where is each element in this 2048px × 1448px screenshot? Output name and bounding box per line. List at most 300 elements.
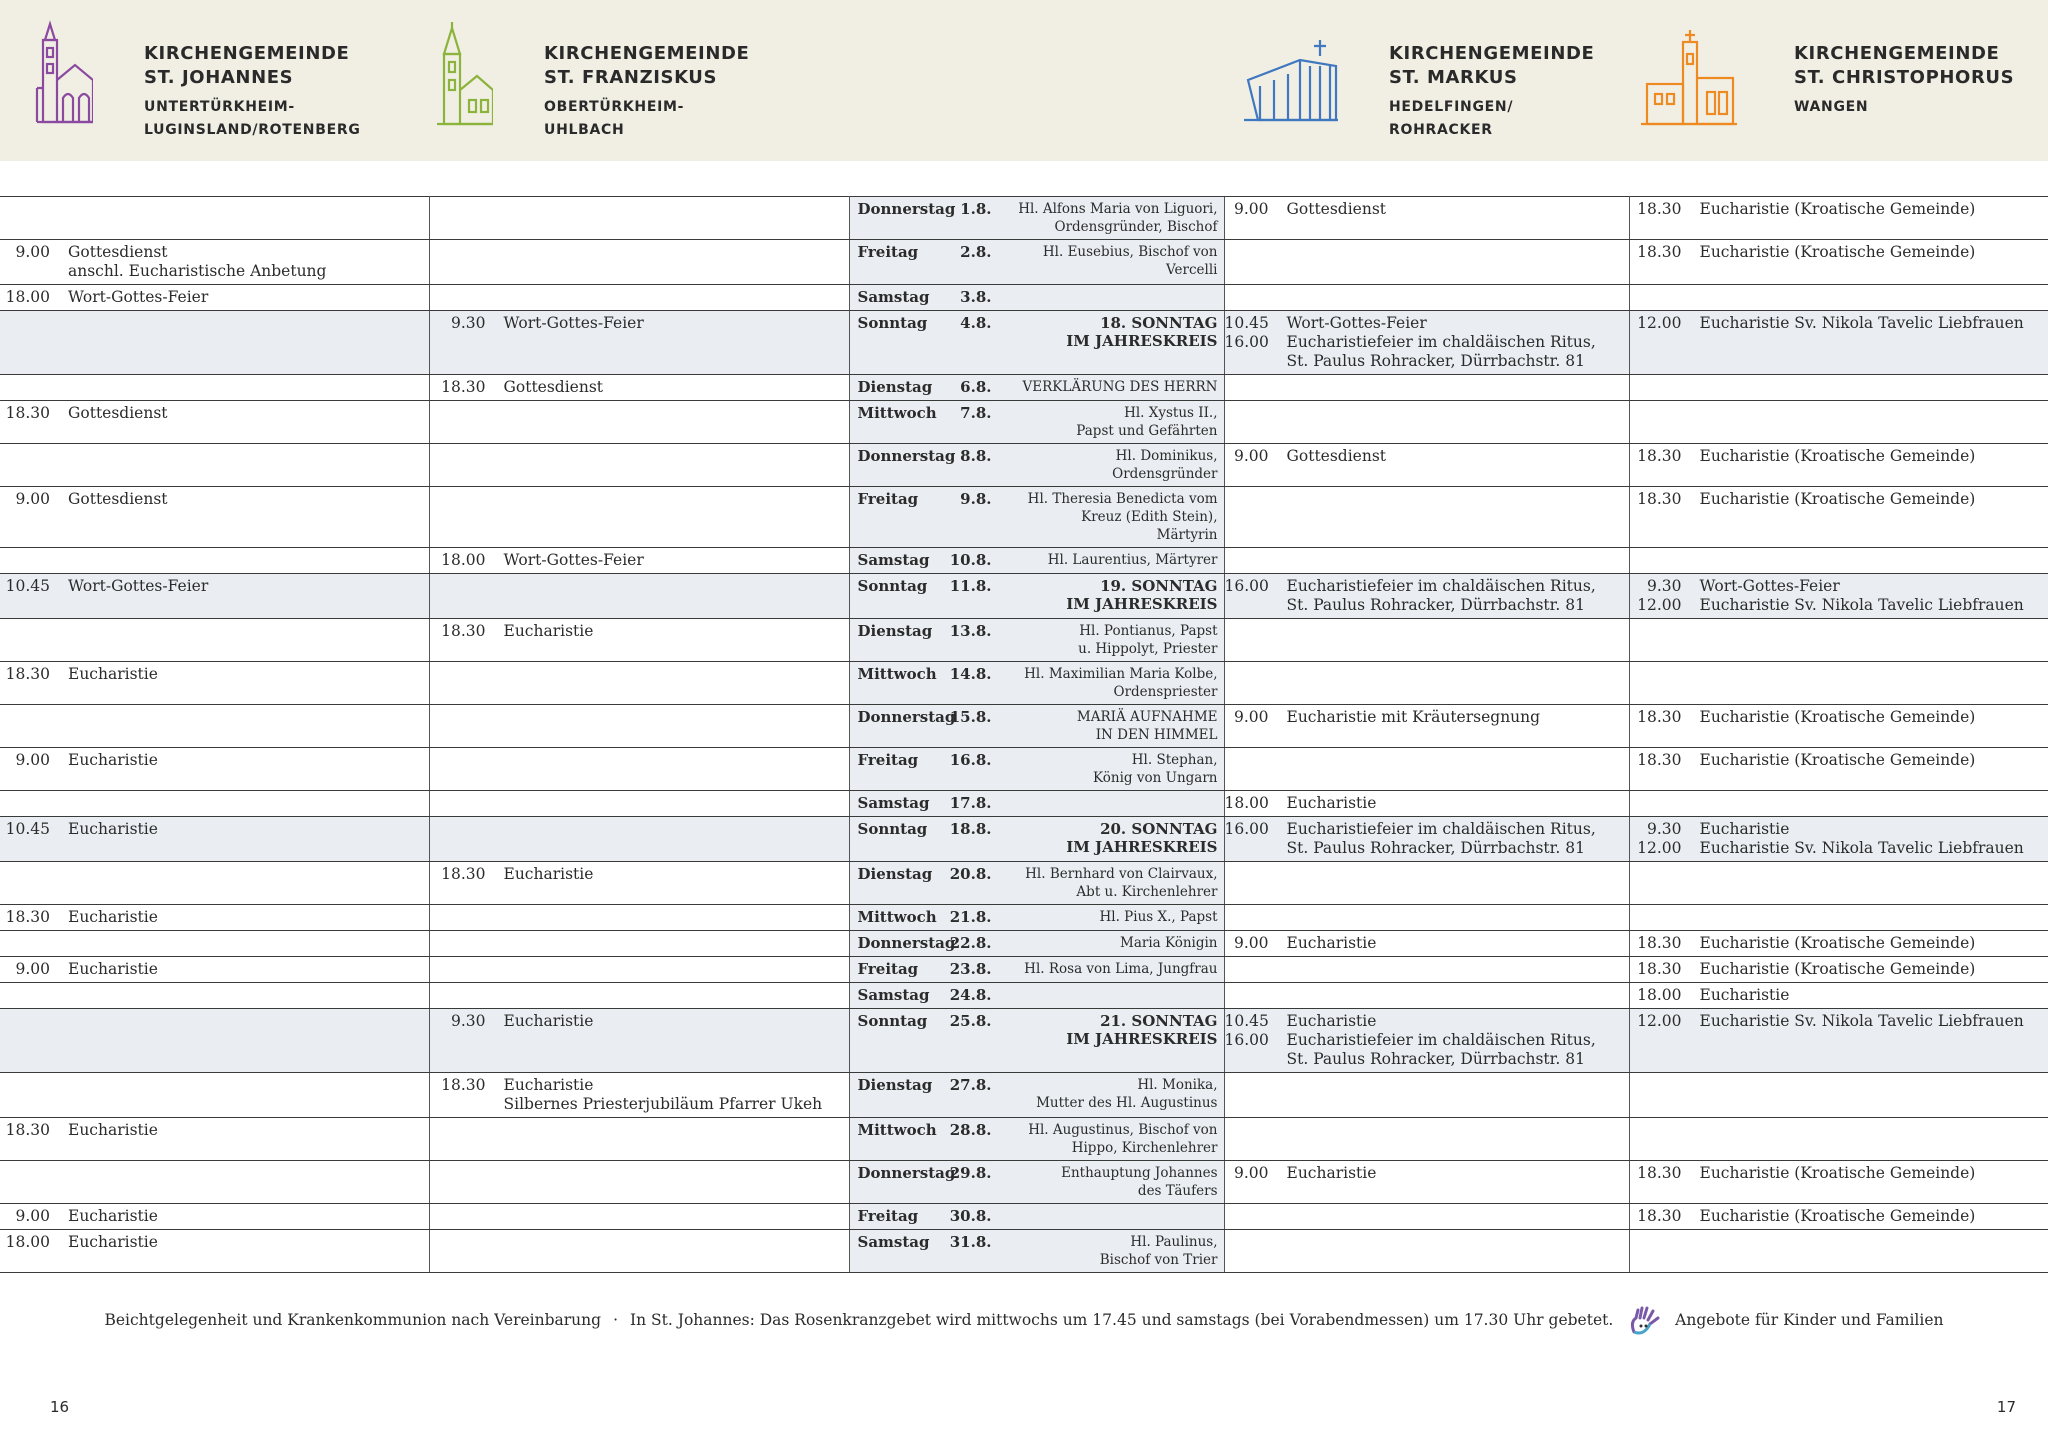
parish-title: KIRCHENGEMEINDE <box>1389 43 1595 64</box>
service-entry <box>0 288 423 307</box>
st-christophorus-cell <box>1629 1204 2048 1230</box>
service-time: 18.30 <box>5 1121 50 1139</box>
st-markus-cell <box>1224 1204 1629 1230</box>
st-franziskus-cell <box>429 240 849 285</box>
st-franziskus-cell <box>429 817 849 862</box>
service-description: Eucharistie <box>503 1012 594 1030</box>
st-johannes-cell <box>0 1230 429 1273</box>
st-johannes-cell <box>0 444 429 487</box>
service-description: Eucharistie Sv. Nikola Tavelic Liebfrauen <box>1699 1012 2024 1030</box>
service-time: 18.30 <box>1637 1164 1682 1182</box>
st-johannes-cell <box>0 748 429 791</box>
date: 2.8. <box>960 243 992 261</box>
day-cell <box>849 1161 1224 1204</box>
service-description: Eucharistiefeier im chaldäischen Ritus, St. Paulus Rohracker, Dürrbachstr. 81 <box>1286 333 1596 370</box>
service-description: Eucharistie <box>68 1121 158 1139</box>
weekday: Donnerstag <box>857 708 956 726</box>
table-row <box>0 983 2048 1009</box>
st-johannes-cell <box>0 817 429 862</box>
st-christophorus-cell <box>1629 1009 2048 1073</box>
st-christophorus-cell <box>1629 548 2048 574</box>
service-time: 18.30 <box>441 1076 486 1094</box>
st-christophorus-cell <box>1629 862 2048 905</box>
service-description: Eucharistie Sv. Nikola Tavelic Liebfrauen <box>1699 314 2024 332</box>
header-band <box>0 0 2048 161</box>
service-entry <box>1630 839 2043 858</box>
service-entry <box>430 378 843 397</box>
st-johannes-cell <box>0 791 429 817</box>
weekday: Samstag <box>857 288 930 306</box>
service-time: 18.30 <box>5 665 50 683</box>
service-entry <box>430 551 843 570</box>
st-markus-cell <box>1224 401 1629 444</box>
st-christophorus-cell <box>1629 791 2048 817</box>
day-info <box>850 1233 1218 1269</box>
service-time: 10.45 <box>1224 314 1269 332</box>
service-description: Eucharistie <box>68 665 158 683</box>
weekday: Mittwoch <box>857 665 937 683</box>
service-entry <box>0 751 423 770</box>
date: 7.8. <box>960 404 992 422</box>
st-christophorus-cell <box>1629 748 2048 791</box>
day-info <box>850 986 1218 1005</box>
day-cell <box>849 1230 1224 1273</box>
liturgical-feast: Hl. Monika, Mutter des Hl. Augustinus <box>1036 1077 1218 1111</box>
st-markus-cell <box>1224 619 1629 662</box>
st-markus-cell <box>1224 487 1629 548</box>
day-info <box>850 1121 1218 1157</box>
date: 8.8. <box>960 447 992 465</box>
weekday: Donnerstag <box>857 447 956 465</box>
table-row <box>0 862 2048 905</box>
st-franziskus-cell <box>429 574 849 619</box>
date: 18.8. <box>949 820 992 838</box>
table-row <box>0 619 2048 662</box>
st-markus-cell <box>1224 748 1629 791</box>
service-entry <box>1225 708 1623 727</box>
st-christophorus-cell <box>1629 444 2048 487</box>
service-entry <box>0 960 423 979</box>
service-description: Eucharistie (Kroatische Gemeinde) <box>1699 447 1976 465</box>
st-markus-cell <box>1224 983 1629 1009</box>
date: 10.8. <box>949 551 992 569</box>
table-row <box>0 1161 2048 1204</box>
service-time: 9.00 <box>1233 1164 1269 1182</box>
service-description: Wort-Gottes-Feier <box>1286 314 1427 332</box>
service-time: 10.45 <box>5 577 50 595</box>
date: 6.8. <box>960 378 992 396</box>
st-johannes-cell <box>0 285 429 311</box>
day-cell <box>849 817 1224 862</box>
service-description: Eucharistie <box>1699 986 1790 1004</box>
weekday: Freitag <box>857 1207 919 1225</box>
day-cell <box>849 791 1224 817</box>
st-christophorus-cell <box>1629 487 2048 548</box>
service-description: Eucharistie <box>68 820 158 838</box>
day-info <box>850 378 1218 397</box>
liturgical-feast: Hl. Eusebius, Bischof von Vercelli <box>1042 244 1218 278</box>
st-franziskus-cell <box>429 1073 849 1118</box>
service-entry <box>1630 243 2043 262</box>
service-time: 18.00 <box>5 1233 50 1251</box>
st-christophorus-cell <box>1629 1230 2048 1273</box>
day-info <box>850 577 1218 613</box>
st-johannes-cell <box>0 197 429 240</box>
church-icon <box>435 20 493 138</box>
service-entry <box>1225 447 1623 466</box>
day-cell <box>849 905 1224 931</box>
date: 29.8. <box>949 1164 992 1182</box>
service-time: 9.30 <box>450 314 486 332</box>
st-christophorus-cell <box>1629 1118 2048 1161</box>
liturgical-feast: Hl. Xystus II., Papst und Gefährten <box>1076 405 1218 439</box>
service-description: Wort-Gottes-Feier <box>1699 577 1840 595</box>
table-row <box>0 401 2048 444</box>
service-description: Gottesdienst <box>1286 447 1387 465</box>
st-markus-cell <box>1224 931 1629 957</box>
service-time: 9.30 <box>1646 820 1682 838</box>
weekday: Sonntag <box>857 820 928 838</box>
parish-district: UNTERTÜRKHEIM- LUGINSLAND/ROTENBERG <box>144 99 361 138</box>
table-row <box>0 791 2048 817</box>
day-cell <box>849 197 1224 240</box>
day-cell <box>849 240 1224 285</box>
st-christophorus-cell <box>1629 957 2048 983</box>
day-cell <box>849 705 1224 748</box>
liturgical-feast: Hl. Alfons Maria von Liguori, Ordensgründer, Bischof <box>1018 201 1218 235</box>
service-description: Eucharistie <box>1699 820 1790 838</box>
liturgical-feast: 20. SONNTAG IM JAHRESKREIS <box>1066 820 1218 856</box>
service-time: 18.00 <box>5 288 50 306</box>
weekday: Samstag <box>857 1233 930 1251</box>
st-johannes-cell <box>0 957 429 983</box>
st-franziskus-cell <box>429 983 849 1009</box>
st-christophorus-cell <box>1629 705 2048 748</box>
day-info <box>850 404 1218 440</box>
day-cell <box>849 487 1224 548</box>
st-franziskus-cell <box>429 401 849 444</box>
date: 3.8. <box>960 288 992 306</box>
st-markus-cell <box>1224 1073 1629 1118</box>
service-time: 16.00 <box>1224 820 1269 838</box>
service-description: Wort-Gottes-Feier <box>503 551 644 569</box>
date: 25.8. <box>949 1012 992 1030</box>
liturgical-feast: Hl. Bernhard von Clairvaux, Abt u. Kirchenlehrer <box>1025 866 1218 900</box>
table-row <box>0 1118 2048 1161</box>
day-info <box>850 665 1218 701</box>
rosary-note: In St. Johannes: Das Rosenkranzgebet wird mittwochs um 17.45 und samstags (bei Vorabendmessen) um 17.30 Uhr gebetet. <box>630 1311 1614 1329</box>
service-time: 18.30 <box>5 908 50 926</box>
date: 9.8. <box>960 490 992 508</box>
service-description: Eucharistie <box>1286 1164 1377 1182</box>
service-entry <box>0 1207 423 1226</box>
st-franziskus-cell <box>429 619 849 662</box>
day-info <box>850 1012 1218 1048</box>
st-markus-cell <box>1224 240 1629 285</box>
day-cell <box>849 957 1224 983</box>
st-markus-cell <box>1224 1230 1629 1273</box>
service-entry <box>1225 794 1623 813</box>
service-entry <box>430 1012 843 1031</box>
service-description: Eucharistie <box>503 622 594 640</box>
service-time: 18.30 <box>1637 200 1682 218</box>
st-markus-cell <box>1224 705 1629 748</box>
weekday: Donnerstag <box>857 200 956 218</box>
liturgical-feast: Enthauptung Johannes des Täufers <box>1061 1165 1218 1199</box>
st-christophorus-cell <box>1629 240 2048 285</box>
service-time: 18.30 <box>441 622 486 640</box>
st-markus-cell <box>1224 1161 1629 1204</box>
st-christophorus-cell <box>1629 1073 2048 1118</box>
liturgical-feast: MARIÄ AUFNAHME IN DEN HIMMEL <box>1076 709 1218 743</box>
day-cell <box>849 1204 1224 1230</box>
service-entry <box>1630 751 2043 770</box>
date: 23.8. <box>949 960 992 978</box>
service-entry <box>1225 820 1623 858</box>
service-description: Eucharistie <box>1286 934 1377 952</box>
st-johannes-cell <box>0 548 429 574</box>
service-entry <box>430 1076 843 1114</box>
st-johannes-cell <box>0 401 429 444</box>
st-franziskus-cell <box>429 375 849 401</box>
st-franziskus-cell <box>429 1230 849 1273</box>
parish-title: KIRCHENGEMEINDE <box>544 43 750 64</box>
service-entry <box>0 820 423 839</box>
service-description: Gottesdienst <box>503 378 604 396</box>
st-christophorus-cell <box>1629 197 2048 240</box>
service-description: Eucharistie (Kroatische Gemeinde) <box>1699 1207 1976 1225</box>
day-info <box>850 708 1218 744</box>
st-johannes-cell <box>0 983 429 1009</box>
table-row <box>0 1204 2048 1230</box>
service-time: 16.00 <box>1224 1031 1269 1049</box>
service-entry <box>0 490 423 509</box>
st-franziskus-cell <box>429 862 849 905</box>
st-franziskus-cell <box>429 285 849 311</box>
service-time: 12.00 <box>1637 839 1682 857</box>
st-markus-cell <box>1224 574 1629 619</box>
service-entry <box>1630 1164 2043 1183</box>
day-cell <box>849 1073 1224 1118</box>
service-entry <box>0 665 423 684</box>
service-description: Eucharistie (Kroatische Gemeinde) <box>1699 960 1976 978</box>
st-franziskus-cell <box>429 705 849 748</box>
service-entry <box>1630 1207 2043 1226</box>
table-row <box>0 240 2048 285</box>
st-franziskus-cell <box>429 931 849 957</box>
service-time: 10.45 <box>1224 1012 1269 1030</box>
liturgical-feast: Hl. Laurentius, Märtyrer <box>1047 552 1218 568</box>
st-johannes-cell <box>0 375 429 401</box>
service-time: 9.00 <box>1233 708 1269 726</box>
weekday: Dienstag <box>857 622 933 640</box>
day-info <box>850 490 1218 544</box>
liturgical-feast: 21. SONNTAG IM JAHRESKREIS <box>1066 1012 1218 1048</box>
service-time: 9.30 <box>1646 577 1682 595</box>
day-info <box>850 794 1218 813</box>
day-cell <box>849 1118 1224 1161</box>
service-description: Eucharistie (Kroatische Gemeinde) <box>1699 243 1976 261</box>
service-description: Wort-Gottes-Feier <box>503 314 644 332</box>
st-johannes-cell <box>0 574 429 619</box>
service-time: 18.30 <box>1637 447 1682 465</box>
st-franziskus-cell <box>429 957 849 983</box>
service-entry <box>1225 314 1623 333</box>
service-time: 18.00 <box>1637 986 1682 1004</box>
date: 15.8. <box>949 708 992 726</box>
st-franziskus-cell <box>429 487 849 548</box>
service-time: 18.30 <box>441 378 486 396</box>
st-johannes-cell <box>0 487 429 548</box>
date: 11.8. <box>949 577 992 595</box>
liturgical-feast: VERKLÄRUNG DES HERRN <box>1022 379 1218 395</box>
st-christophorus-cell <box>1629 574 2048 619</box>
day-info <box>850 820 1218 856</box>
table-row <box>0 285 2048 311</box>
day-cell <box>849 662 1224 705</box>
st-johannes-cell <box>0 1161 429 1204</box>
liturgical-feast: Hl. Dominikus, Ordensgründer <box>1112 448 1218 482</box>
service-entry <box>0 908 423 927</box>
service-description: Eucharistie Silbernes Priesterjubiläum Pfarrer Ukeh <box>503 1076 823 1113</box>
weekday: Samstag <box>857 986 930 1004</box>
service-description: Eucharistiefeier im chaldäischen Ritus, St. Paulus Rohracker, Dürrbachstr. 81 <box>1286 820 1596 857</box>
service-schedule-table <box>0 196 2048 1273</box>
st-franziskus-cell <box>429 1161 849 1204</box>
st-christophorus-cell <box>1629 401 2048 444</box>
liturgical-feast: 19. SONNTAG IM JAHRESKREIS <box>1066 577 1218 613</box>
st-johannes-cell <box>0 931 429 957</box>
liturgical-feast: Maria Königin <box>1120 935 1218 951</box>
st-franziskus-cell <box>429 662 849 705</box>
st-christophorus-cell <box>1629 311 2048 375</box>
liturgical-feast: Hl. Maximilian Maria Kolbe, Ordenspriester <box>1024 666 1218 700</box>
day-cell <box>849 285 1224 311</box>
service-description: Wort-Gottes-Feier <box>68 288 209 306</box>
st-johannes-cell <box>0 1118 429 1161</box>
st-johannes-cell <box>0 905 429 931</box>
church-icon <box>1240 20 1340 138</box>
st-markus-cell <box>1224 1009 1629 1073</box>
date: 1.8. <box>960 200 992 218</box>
st-markus-cell <box>1224 375 1629 401</box>
weekday: Freitag <box>857 960 919 978</box>
table-row <box>0 957 2048 983</box>
st-christophorus-cell <box>1629 285 2048 311</box>
weekday: Donnerstag <box>857 1164 956 1182</box>
service-entry <box>1630 1012 2043 1031</box>
service-entry <box>0 1233 423 1252</box>
service-entry <box>1630 577 2043 596</box>
st-markus-cell <box>1224 791 1629 817</box>
page-number-right: 17 <box>1996 1398 2016 1416</box>
service-description: Eucharistie mit Kräutersegnung <box>1286 708 1541 726</box>
service-entry <box>1225 1012 1623 1031</box>
service-entry <box>1225 577 1623 615</box>
service-description: Eucharistie <box>503 865 594 883</box>
day-cell <box>849 401 1224 444</box>
service-time: 9.00 <box>15 1207 50 1225</box>
service-entry <box>1225 333 1623 371</box>
day-cell <box>849 444 1224 487</box>
date: 14.8. <box>949 665 992 683</box>
weekday: Dienstag <box>857 1076 933 1094</box>
weekday: Dienstag <box>857 378 933 396</box>
st-christophorus-cell <box>1629 905 2048 931</box>
st-christophorus-cell <box>1629 931 2048 957</box>
st-johannes-cell <box>0 619 429 662</box>
date: 24.8. <box>949 986 992 1004</box>
st-markus-cell <box>1224 197 1629 240</box>
weekday: Sonntag <box>857 577 928 595</box>
service-entry <box>1225 1031 1623 1069</box>
service-entry <box>0 577 423 596</box>
service-time: 16.00 <box>1224 333 1269 351</box>
service-description: Eucharistie (Kroatische Gemeinde) <box>1699 200 1976 218</box>
service-entry <box>1630 200 2043 219</box>
service-entry <box>1630 960 2043 979</box>
liturgical-feast: Hl. Augustinus, Bischof von Hippo, Kirchenlehrer <box>1028 1122 1218 1156</box>
liturgical-feast: Hl. Rosa von Lima, Jungfrau <box>1024 961 1218 977</box>
st-franziskus-cell <box>429 548 849 574</box>
day-info <box>850 447 1218 483</box>
st-johannes-cell <box>0 862 429 905</box>
date: 28.8. <box>949 1121 992 1139</box>
hand-icon <box>1628 1306 1662 1336</box>
st-christophorus-cell <box>1629 619 2048 662</box>
st-johannes-cell <box>0 1009 429 1073</box>
service-description: Gottesdienst <box>68 404 168 422</box>
confession-note: Beichtgelegenheit und Krankenkommunion nach Vereinbarung <box>104 1311 602 1329</box>
st-markus-cell <box>1224 662 1629 705</box>
service-entry <box>1630 447 2043 466</box>
service-time: 9.00 <box>15 751 50 769</box>
st-johannes-cell <box>0 662 429 705</box>
weekday: Sonntag <box>857 314 928 332</box>
day-cell <box>849 983 1224 1009</box>
service-time: 9.00 <box>1233 447 1269 465</box>
day-cell <box>849 375 1224 401</box>
day-info <box>850 243 1218 279</box>
service-time: 12.00 <box>1637 596 1682 614</box>
table-row <box>0 905 2048 931</box>
service-time: 12.00 <box>1637 1012 1682 1030</box>
day-info <box>850 288 1218 307</box>
service-time: 18.30 <box>5 404 50 422</box>
table-row <box>0 662 2048 705</box>
table-row <box>0 931 2048 957</box>
date: 22.8. <box>949 934 992 952</box>
table-row <box>0 548 2048 574</box>
day-info <box>850 1164 1218 1200</box>
service-time: 9.00 <box>15 243 50 261</box>
day-info <box>850 1076 1218 1112</box>
weekday: Samstag <box>857 794 930 812</box>
service-description: Eucharistie (Kroatische Gemeinde) <box>1699 708 1976 726</box>
service-entry <box>0 243 423 281</box>
table-row <box>0 197 2048 240</box>
church-icon <box>35 20 93 138</box>
service-time: 18.30 <box>441 865 486 883</box>
service-description: Eucharistie (Kroatische Gemeinde) <box>1699 751 1976 769</box>
day-info <box>850 908 1218 927</box>
service-entry <box>1225 1164 1623 1183</box>
day-cell <box>849 1009 1224 1073</box>
liturgical-feast: Hl. Stephan, König von Ungarn <box>1093 752 1218 786</box>
service-description: Gottesdienst <box>68 490 168 508</box>
st-johannes-cell <box>0 1073 429 1118</box>
table-row <box>0 487 2048 548</box>
